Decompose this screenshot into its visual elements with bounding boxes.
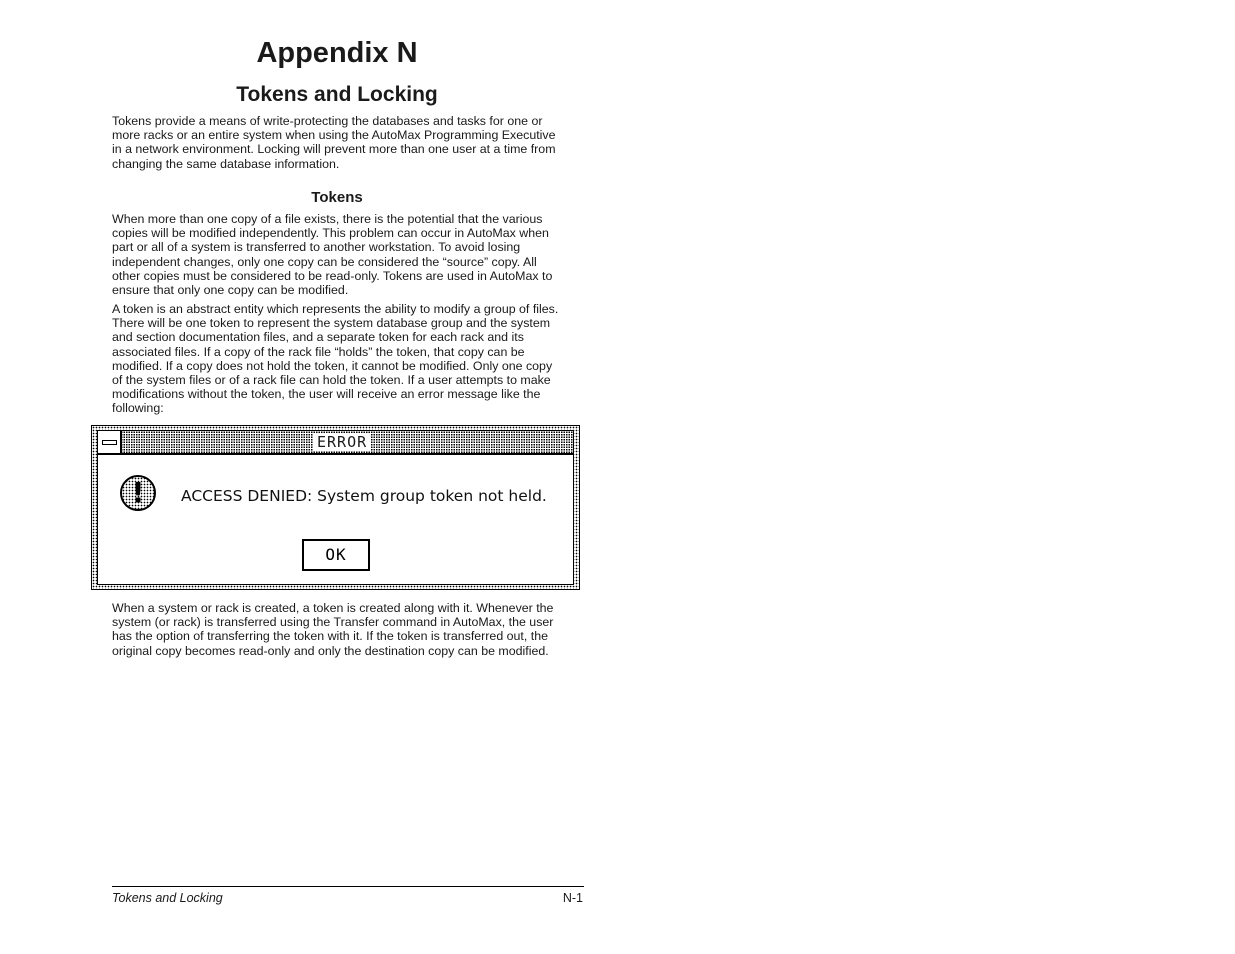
footer-page-number: N-1 bbox=[562, 891, 583, 905]
tokens-paragraph-3: When a system or rack is created, a token is created along with it. Whenever the system (or rack) is transferred using the Transfer command in AutoMax, the user has the option of transferring the token with it. If the token is transferred out, the original copy becomes read-only and only the destination copy can be modified. bbox=[112, 601, 554, 658]
chapter-title: Tokens and Locking bbox=[236, 83, 438, 106]
error-dialog-figure bbox=[91, 425, 580, 590]
error-dialog-window bbox=[97, 430, 574, 585]
tokens-paragraph-1: When more than one copy of a file exists, there is the potential that the various copies will be modified independently. This problem can occur in AutoMax when part or all of a system is transferred to another workstation. To avoid losing independent changes, only one copy can be considered the “source” copy. All other copies must be considered to be read-only. Tokens are used in AutoMax to ensure that only one copy can be modified. bbox=[112, 212, 553, 298]
appendix-title: Appendix N bbox=[256, 37, 418, 69]
dialog-message: ACCESS DENIED: System group token not held. bbox=[181, 487, 547, 505]
tokens-paragraph-2: A token is an abstract entity which represents the ability to modify a group of files. There will be one token to represent the system database group and the system and section documentation files, and a separate token for each rack and its associated files. If a copy of the rack file “holds” the token, that copy can be modified. If a copy does not hold the token, it cannot be modified. Only one copy of the system files or of a rack file can hold the token. If a user attempts to make modifications without the token, the user will receive an error message like the following: bbox=[112, 302, 559, 416]
dialog-titlebar bbox=[98, 431, 573, 455]
system-menu-icon[interactable] bbox=[98, 431, 122, 453]
section-heading-tokens: Tokens bbox=[311, 189, 363, 206]
intro-paragraph: Tokens provide a means of write-protecting the databases and tasks for one or more racks or an entire system when using the AutoMax Programming Executive in a network environment. Locking will prevent more than one user at a time from changing the same database information. bbox=[112, 114, 556, 171]
footer-divider bbox=[112, 886, 584, 887]
ok-button[interactable]: OK bbox=[302, 539, 370, 571]
footer-chapter-name: Tokens and Locking bbox=[112, 891, 223, 905]
system-menu-bar bbox=[102, 440, 117, 445]
dialog-title: ERROR bbox=[313, 433, 371, 451]
exclamation-icon bbox=[120, 475, 156, 511]
exclamation-glyph: ! bbox=[131, 476, 145, 509]
